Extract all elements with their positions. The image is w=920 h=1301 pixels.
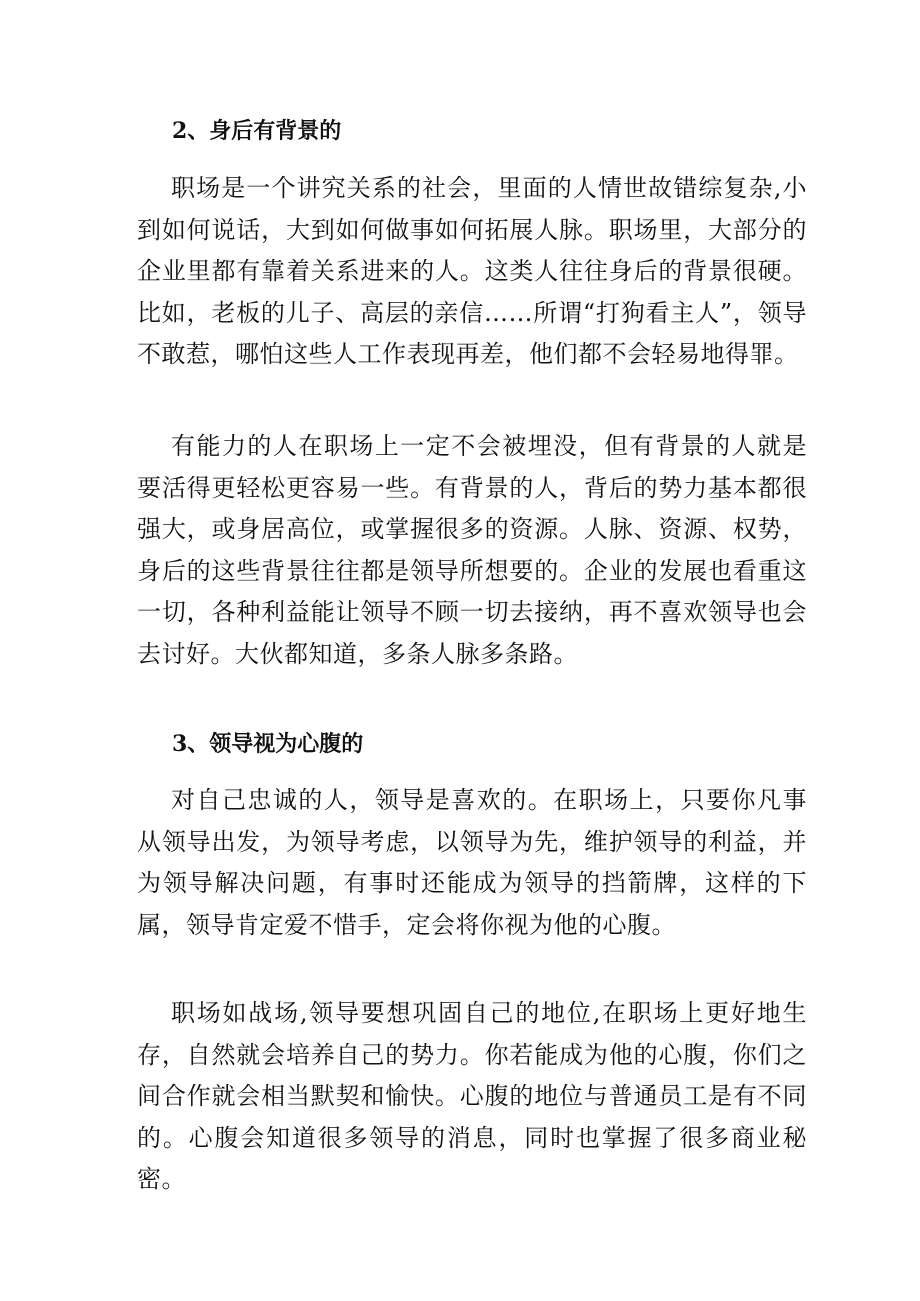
section-heading-3: 3、领导视为心腹的 [172, 731, 364, 757]
section-heading-2: 2、身后有背景的 [172, 118, 342, 144]
paragraph: 职场是一个讲究关系的社会，里面的人情世故错综复杂,小到如何说话，大到如何做事如何拓展人脉。职场里，大部分的企业里都有靠着关系进来的人。这类人往往身后的背景很硬。比如，老板的儿子、高层的亲信……所谓“打狗看主人”，领导不敢惹，哪怕这些人工作表现再差，他们都不会轻易地得罪。 [137, 174, 807, 368]
paragraph: 有能力的人在职场上一定不会被埋没，但有背景的人就是要活得更轻松更容易一些。有背景的人，背后的势力基本都很强大，或身居高位，或掌握很多的资源。人脉、资源、权势，身后的这些背景往往都是领导所想要的。企业的发展也看重这一切，各种利益能让领导不顾一切去接纳，再不喜欢领导也会去讨好。大伙都知道，多条人脉多条路。 [137, 432, 807, 668]
paragraph: 对自己忠诚的人，领导是喜欢的。在职场上，只要你凡事从领导出发，为领导考虑，以领导为先，维护领导的利益，并为领导解决问题，有事时还能成为领导的挡箭牌，这样的下属，领导肯定爱不惜手，定会将你视为他的心腹。 [137, 786, 807, 939]
paragraph: 职场如战场,领导要想巩固自己的地位,在职场上更好地生存，自然就会培养自己的势力。你若能成为他的心腹，你们之间合作就会相当默契和愉快。心腹的地位与普通员工是有不同的。心腹会知道很多领导的消息，同时也掌握了很多商业秘密。 [137, 999, 807, 1193]
